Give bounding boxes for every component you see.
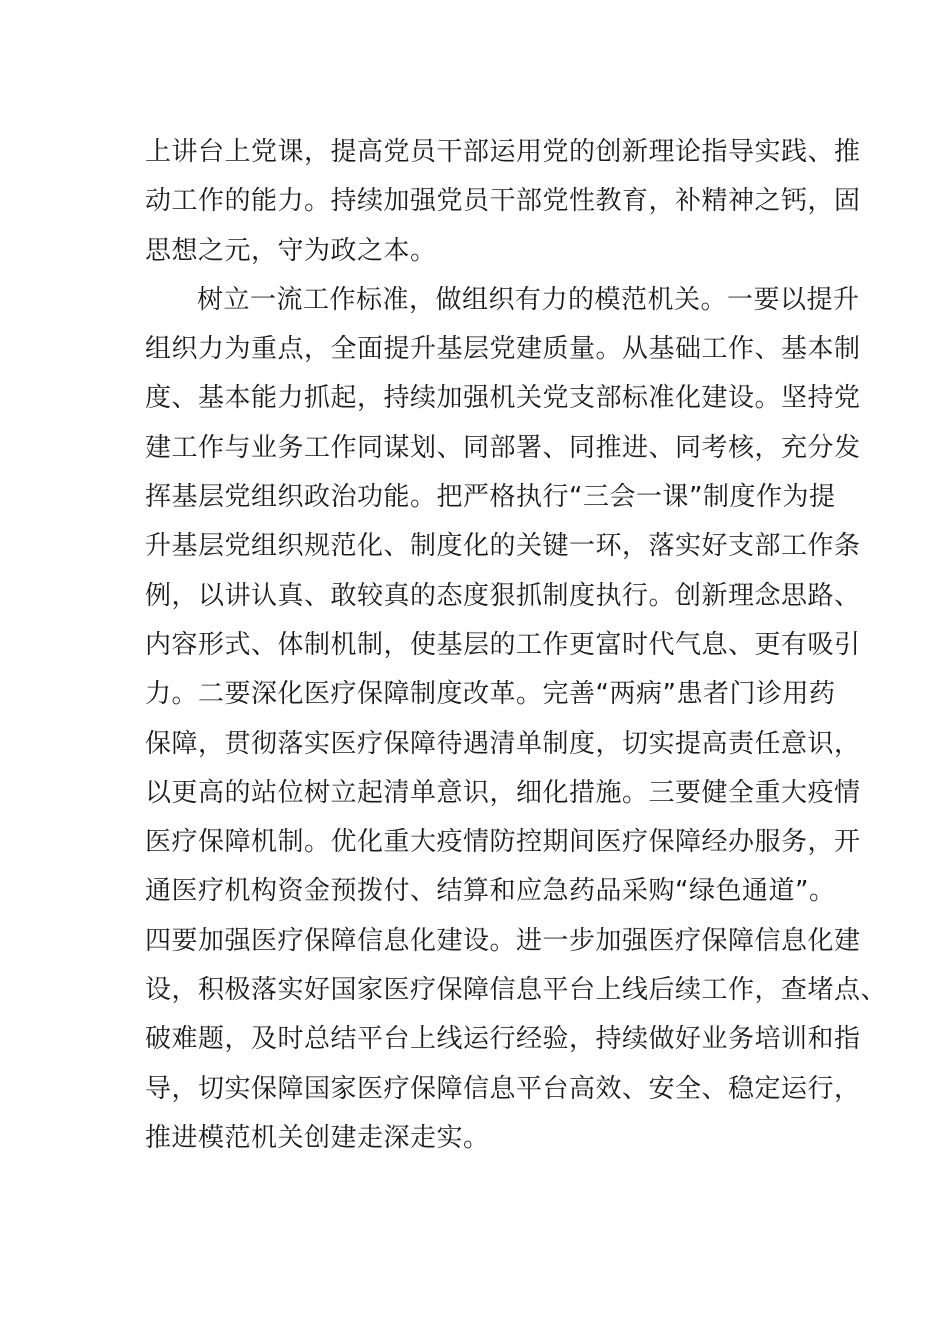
body-text — [145, 128, 888, 1163]
text-line: 力。二要深化医疗保障制度改革。完善“两病”患者门诊用药 — [145, 679, 836, 710]
text-line: 以更高的站位树立起清单意识，细化措施。三要健全重大疫情 — [145, 777, 861, 808]
text-line: 上讲台上党课，提高党员干部运用党的创新理论指导实践、推 — [145, 137, 861, 167]
text-line: 建工作与业务工作同谋划、同部署、同推进、同考核，充分发 — [145, 432, 861, 463]
text-line: 医疗保障机制。优化重大疫情防控期间医疗保障经办服务，开 — [145, 827, 861, 858]
text-line: 挥基层党组织政治功能。把严格执行“三会一课”制度作为提 — [145, 482, 836, 513]
text-line: 四要加强医疗保障信息化建设。进一步加强医疗保障信息化建 — [145, 925, 861, 956]
text-line: 升基层党组织规范化、制度化的关键一环，落实好支部工作条 — [145, 531, 861, 562]
text-line: 内容形式、体制机制，使基层的工作更富时代气息、更有吸引 — [145, 629, 861, 660]
text-line: 保障，贯彻落实医疗保障待遇清单制度，切实提高责任意识， — [145, 728, 861, 759]
paragraph-first-line: 树立一流工作标准，做组织有力的模范机关。一要以提升 — [197, 284, 860, 315]
text-line: 动工作的能力。持续加强党员干部党性教育，补精神之钙，固 — [145, 186, 861, 217]
text-line: 破难题，及时总结平台上线运行经验，持续做好业务培训和指 — [145, 1024, 861, 1055]
text-line: 组织力为重点，全面提升基层党建质量。从基础工作、基本制 — [145, 334, 861, 365]
text-line: 导，切实保障国家医疗保障信息平台高效、安全、稳定运行， — [145, 1073, 861, 1104]
text-line: 推进模范机关创建走深走实。 — [145, 1122, 490, 1153]
text-line: 通医疗机构资金预拨付、结算和应急药品采购“绿色通道”。 — [145, 876, 836, 907]
text-line: 例，以讲认真、敢较真的态度狠抓制度执行。创新理念思路、 — [145, 580, 861, 611]
text-line: 设，积极落实好国家医疗保障信息平台上线后续工作，查堵点、 — [145, 975, 888, 1006]
text-line: 思想之元，守为政之本。 — [145, 235, 437, 266]
text-line: 度、基本能力抓起，持续加强机关党支部标准化建设。坚持党 — [145, 383, 861, 414]
